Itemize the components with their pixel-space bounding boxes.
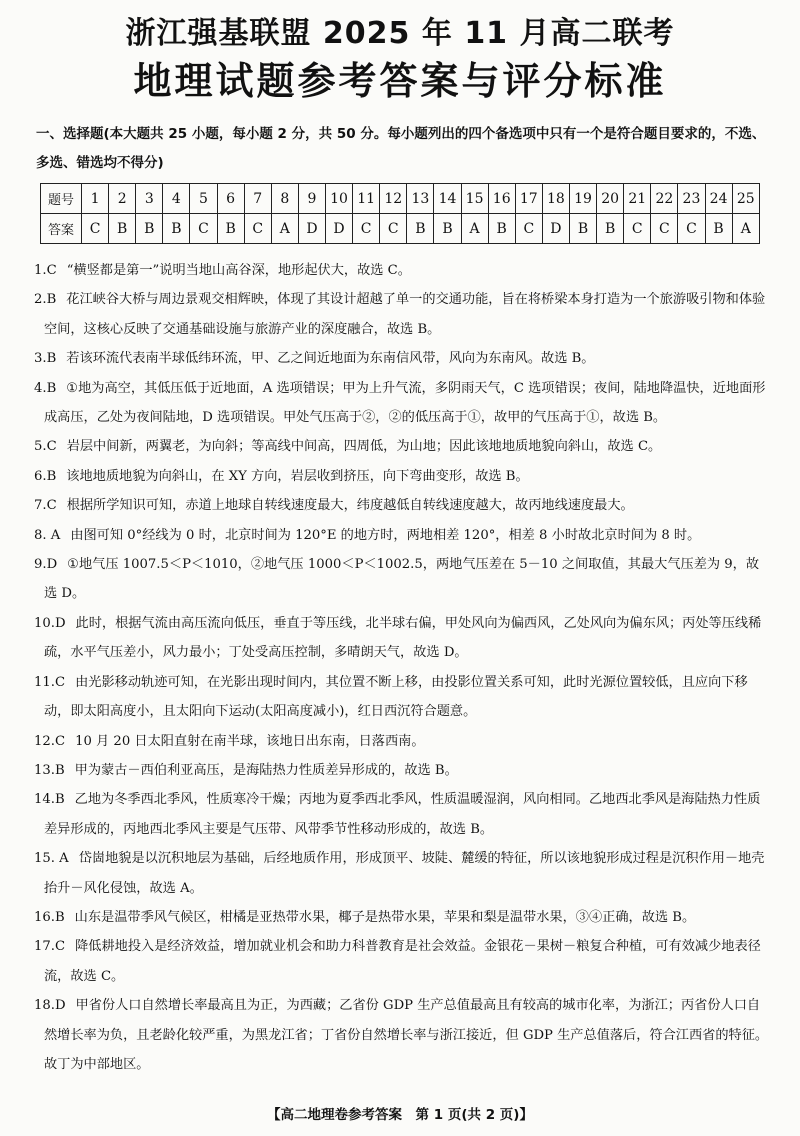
answer-cell: C: [190, 214, 217, 244]
item-text: 降低耕地投入是经济效益，增加就业机会和助力科普教育是社会效益。金银花－果树－粮复合种植，可有效减少地表径流，故选 C。: [44, 939, 761, 984]
question-number-cell: 15: [461, 184, 488, 214]
question-number-cell: 18: [542, 184, 569, 214]
answer-cell: B: [109, 214, 136, 244]
answer-cell: C: [353, 214, 380, 244]
item-number: 1.C: [34, 263, 57, 278]
explanation-item: [34, 932, 769, 991]
answer-cell: C: [515, 214, 542, 244]
question-number-cell: 9: [298, 184, 325, 214]
answer-cell: B: [163, 214, 190, 244]
question-number-cell: 25: [732, 184, 759, 214]
item-text: 根据所学知识可知，赤道上地球自转线速度最大，纬度越低自转线速度越大，故丙地线速度最大。: [66, 498, 634, 514]
item-text: 若该环流代表南半球低纬环流，甲、乙之间近地面为东南信风带，风向为东南风。故选 B。: [66, 351, 595, 367]
item-number: 2.B: [34, 292, 57, 308]
row-label-number: 题号: [41, 184, 82, 214]
answer-cell: A: [461, 214, 488, 244]
explanation-item: [34, 727, 769, 756]
explanation-list: [34, 256, 769, 1079]
item-text: 由图可知 0°经线为 0 时，北京时间为 120°E 的地方时，两地相差 120°，相差 8 小时故北京时间为 8 时。: [70, 527, 701, 543]
question-number-cell: 24: [705, 184, 732, 214]
answer-cell: C: [651, 214, 678, 244]
item-text: 此时，根据气流由高压流向低压，垂直于等压线，北半球右偏，甲处风向为偏西风，乙处风向为偏东风；丙处等压线稀疏，水平气压差小，风力最小；丁处受高压控制，多晴朗天气，故选 D。: [44, 615, 762, 661]
answer-cell: B: [136, 214, 163, 244]
question-number-cell: 1: [82, 184, 109, 214]
item-number: 3.B: [34, 351, 57, 367]
item-number: 13.B: [34, 762, 65, 778]
answer-cell: A: [271, 214, 298, 244]
question-number-cell: 20: [597, 184, 624, 214]
exam-title: 浙江强基联盟 2025 年 11 月高二联考: [125, 16, 675, 51]
explanation-item: [34, 844, 769, 903]
explanation-item: [34, 344, 769, 373]
question-number-cell: 4: [163, 184, 190, 214]
explanation-item: [34, 521, 769, 550]
question-number-cell: 22: [651, 184, 678, 214]
item-text: 10 月 20 日太阳直射在南半球，该地日出东南，日落西南。: [75, 733, 425, 749]
answer-cell: D: [298, 214, 325, 244]
question-number-cell: 17: [515, 184, 542, 214]
exam-subtitle: 地理试题参考答案与评分标准: [133, 59, 667, 103]
explanation-item: [34, 462, 769, 491]
explanation-item: [34, 756, 769, 785]
item-text: 甲为蒙古－西伯利亚高压，是海陆热力性质差异形成的，故选 B。: [74, 762, 458, 778]
item-number: 14.B: [34, 792, 65, 808]
answer-cell: B: [705, 214, 732, 244]
question-number-cell: 14: [434, 184, 461, 214]
explanation-item: [34, 668, 769, 727]
row-label-answer: 答案: [41, 214, 82, 244]
item-text: ①地为高空，其低压低于近地面，A 选项错误；甲为上升气流，多阴雨天气，C 选项错误；夜间，陆地降温快，近地面形成高压，乙处为夜间陆地，D 选项错误。甲处气压高于②，②的低压高于①，故甲的气压高于①，故选 B。: [44, 380, 766, 426]
answer-cell: C: [624, 214, 651, 244]
explanation-item: [34, 491, 769, 520]
explanation-item: [34, 550, 769, 609]
question-number-cell: 11: [353, 184, 380, 214]
explanation-item: [34, 991, 769, 1079]
question-number-cell: 10: [325, 184, 352, 214]
item-text: ①地气压 1007.5＜P＜1010，②地气压 1000＜P＜1002.5，两地气压差在 5－10 之间取值，其最大气压差为 9，故选 D。: [44, 557, 760, 602]
question-number-cell: 7: [244, 184, 271, 214]
item-number: 16.B: [34, 909, 65, 925]
answer-cell: D: [542, 214, 569, 244]
explanation-item: [34, 374, 769, 433]
item-number: 11.C: [34, 674, 66, 690]
item-number: 5.C: [34, 439, 57, 455]
item-number: 18.D: [34, 998, 66, 1014]
answer-cell: B: [407, 214, 434, 244]
item-number: 15. A: [34, 851, 69, 867]
item-text: 岱崮地貌是以沉积地层为基础，后经地质作用，形成顶平、坡陡、麓缓的特征，所以该地貌形成过程是沉积作用－地壳抬升－风化侵蚀，故选 A。: [44, 851, 765, 896]
answer-row: [41, 214, 760, 244]
item-number: 4.B: [34, 380, 57, 396]
answer-cell: C: [82, 214, 109, 244]
question-number-cell: 8: [271, 184, 298, 214]
answer-table: [40, 183, 760, 244]
question-number-cell: 2: [109, 184, 136, 214]
answer-cell: C: [380, 214, 407, 244]
question-number-cell: 21: [624, 184, 651, 214]
item-number: 9.D: [34, 557, 58, 573]
page-footer: 【高二地理卷参考答案 第 1 页(共 2 页)】: [267, 1107, 533, 1123]
answer-cell: B: [597, 214, 624, 244]
explanation-item: [34, 432, 769, 461]
item-number: 12.C: [34, 733, 66, 749]
question-number-cell: 12: [380, 184, 407, 214]
item-number: 17.C: [34, 939, 66, 955]
item-text: 花江峡谷大桥与周边景观交相辉映，体现了其设计超越了单一的交通功能，旨在将桥梁本身打造为一个旅游吸引物和体验空间，这核心反映了交通基础设施与旅游产业的深度融合，故选 B。: [44, 292, 766, 337]
answer-cell: D: [325, 214, 352, 244]
explanation-item: [34, 285, 769, 344]
answer-cell: B: [488, 214, 515, 244]
item-text: 该地地质地貌为向斜山，在 XY 方向，岩层收到挤压，向下弯曲变形，故选 B。: [66, 468, 529, 484]
explanation-item: [34, 903, 769, 932]
item-text: 岩层中间新，两翼老，为向斜；等高线中间高，四周低，为山地；因此该地地质地貌向斜山，故选 C。: [66, 439, 662, 455]
item-text: 乙地为冬季西北季风，性质寒冷干燥；丙地为夏季西北季风，性质温暖湿润，风向相同。乙地西北季风是海陆热力性质差异形成的，丙地西北季风主要是气压带、风带季节性移动形成的，故选 B。: [44, 792, 761, 837]
answer-cell: C: [244, 214, 271, 244]
item-number: 7.C: [34, 498, 57, 514]
answer-cell: C: [678, 214, 705, 244]
answer-cell: B: [569, 214, 596, 244]
item-number: 10.D: [34, 615, 66, 631]
item-number: 6.B: [34, 468, 57, 484]
item-text: “横竖都是第一”说明当地山高谷深，地形起伏大，故选 C。: [66, 263, 411, 278]
question-number-cell: 5: [190, 184, 217, 214]
question-number-cell: 13: [407, 184, 434, 214]
answer-cell: B: [434, 214, 461, 244]
item-text: 由光影移动轨迹可知，在光影出现时间内，其位置不断上移，由投影位置关系可知，此时光源位置较低，且应向下移动，即太阳高度小，且太阳向下运动(太阳高度减小)，红日西沉符合题意。: [44, 674, 748, 720]
question-number-cell: 16: [488, 184, 515, 214]
answer-cell: B: [217, 214, 244, 244]
item-number: 8. A: [34, 527, 61, 543]
item-text: 甲省份人口自然增长率最高且为正，为西藏；乙省份 GDP 生产总值最高且有较高的城市化率，为浙江；丙省份人口自然增长率为负，且老龄化较严重，为黑龙江省；丁省份自然增长率与浙江接近，但 GDP 生产总值落后，符合江西省的特征。故丁为中部地区。: [44, 998, 769, 1072]
section-header: 一、选择题(本大题共 25 小题，每小题 2 分，共 50 分。每小题列出的四个备选项中只有一个是符合题目要求的，不选、多选、错选均不得分): [36, 126, 766, 171]
question-number-cell: 19: [569, 184, 596, 214]
explanation-item: [34, 609, 769, 668]
question-number-cell: 3: [136, 184, 163, 214]
question-number-row: [41, 184, 760, 214]
question-number-cell: 23: [678, 184, 705, 214]
question-number-cell: 6: [217, 184, 244, 214]
explanation-item: [34, 256, 769, 285]
answer-cell: A: [732, 214, 759, 244]
item-text: 山东是温带季风气候区，柑橘是亚热带水果，椰子是热带水果，苹果和梨是温带水果，③④正确，故选 B。: [74, 909, 696, 925]
explanation-item: [34, 785, 769, 844]
